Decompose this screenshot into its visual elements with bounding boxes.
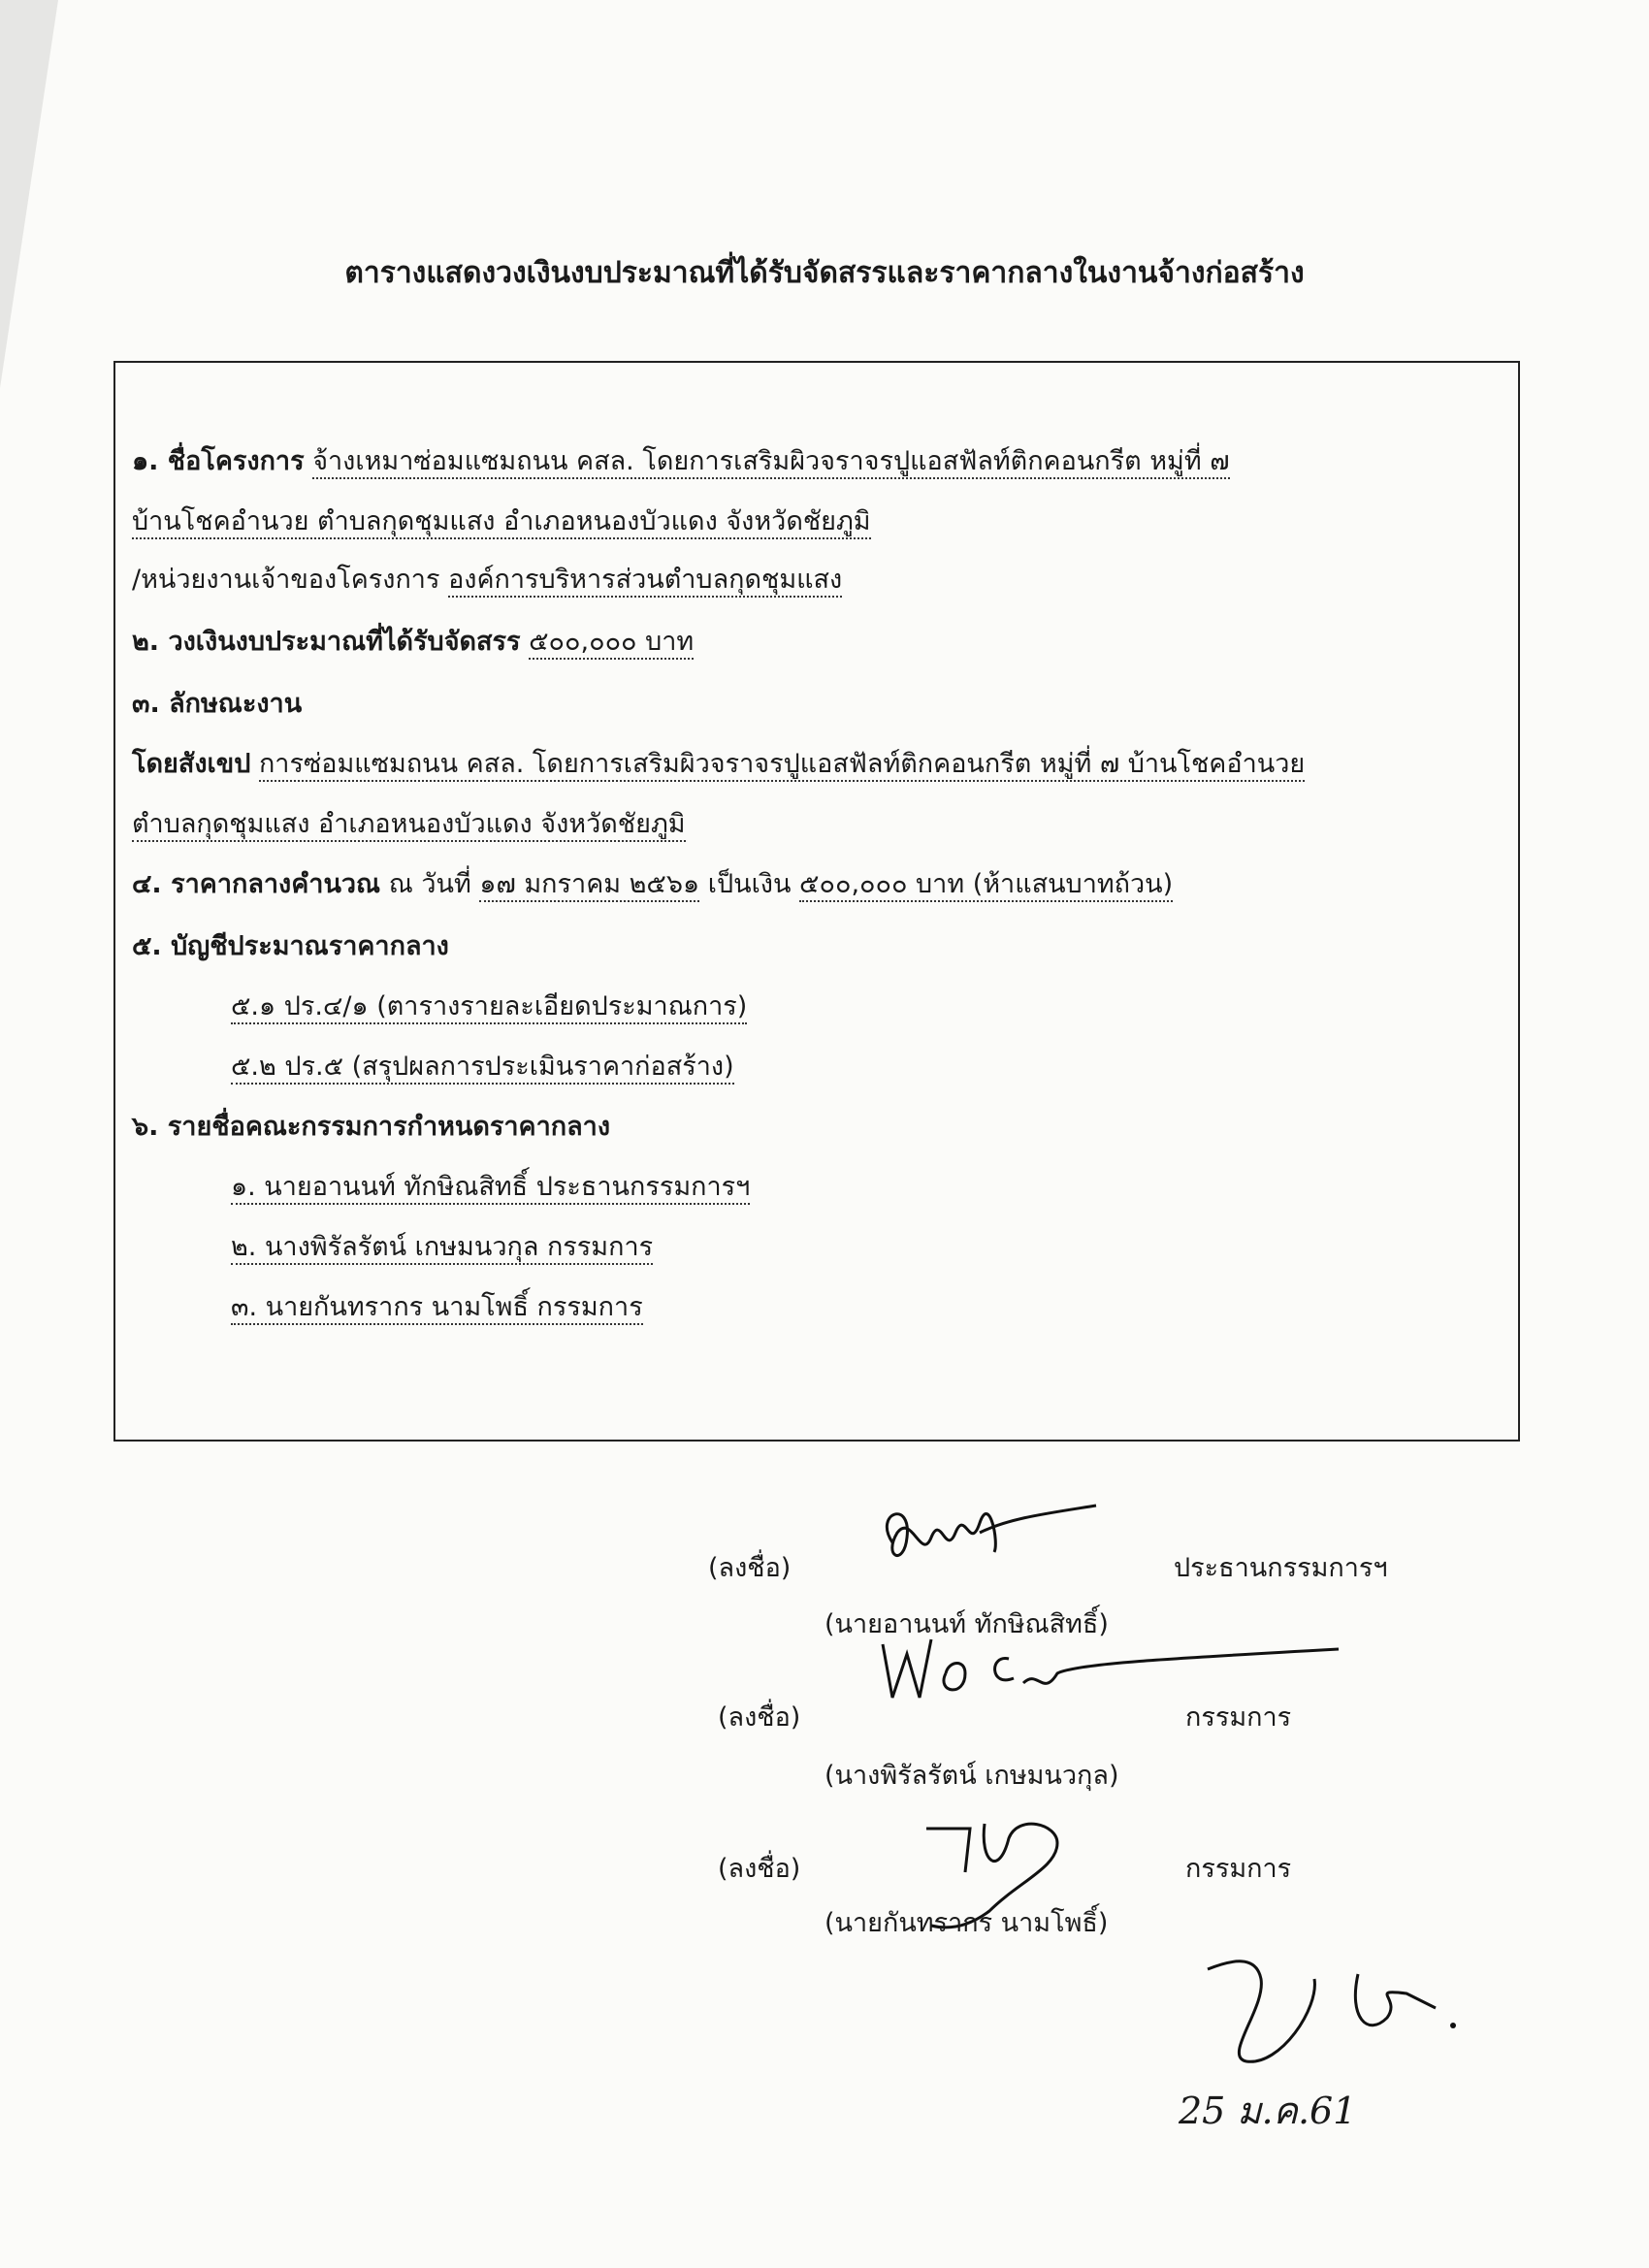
project-name-label: ๑. ชื่อโครงการ: [132, 446, 305, 476]
committee-member-text: ๒. นางพิรัลรัตน์ เกษมนวกุล กรรมการ: [231, 1232, 653, 1265]
committee-label: ๖. รายชื่อคณะกรรมการกำหนดราคากลาง: [132, 1112, 611, 1142]
summary-value-2: ตำบลกุดชุมแสง อำเภอหนองบัวแดง จังหวัดชัยภูมิ: [132, 809, 686, 842]
median-price-amount: ๕๐๐,๐๐๐ บาท (ห้าแสนบาทถ้วน): [799, 869, 1173, 902]
median-price-label: ๔. ราคากลางคำนวณ: [132, 869, 381, 899]
sign-role-1: ประธานกรรมการฯ: [1174, 1553, 1388, 1583]
median-price-line: [132, 867, 1173, 902]
price-list-item: [231, 989, 747, 1024]
committee-member: [231, 1170, 750, 1205]
signer-name-3: (นายกันทรากร นามโพธิ์): [824, 1908, 1109, 1938]
sign-role-3: กรรมการ: [1185, 1854, 1292, 1884]
committee-member: [231, 1290, 643, 1325]
median-price-date-prefix: ณ วันที่: [388, 869, 471, 899]
committee-member: [231, 1230, 653, 1265]
summary-value-1: การซ่อมแซมถนน คสล. โดยการเสริมผิวจราจรปูแอสฟัลท์ติกคอนกรีต หมู่ที่ ๗ บ้านโชคอำนวย: [259, 749, 1305, 782]
project-name-value-1: จ้างเหมาซ่อมแซมถนน คสล. โดยการเสริมผิวจราจรปูแอสฟัลท์ติกคอนกรีต หมู่ที่ ๗: [312, 446, 1229, 479]
sign-label-2: (ลงชื่อ): [718, 1702, 801, 1733]
committee-member-text: ๑. นายอานนท์ ทักษิณสิทธิ์ ประธานกรรมการฯ: [231, 1172, 750, 1205]
budget-amount: ๕๐๐,๐๐๐ บาท: [529, 627, 694, 660]
summary-line-2: [132, 807, 686, 842]
project-owner-value: องค์การบริหารส่วนตำบลกุดชุมแสง: [448, 565, 842, 598]
committee-member-text: ๓. นายกันทรากร นามโพธิ์ กรรมการ: [231, 1292, 643, 1325]
project-name-line-2: [132, 504, 871, 539]
signer-name-1: (นายอานนท์ ทักษิณสิทธิ์): [824, 1609, 1109, 1639]
project-owner-label: /หน่วยงานเจ้าของโครงการ: [132, 565, 440, 595]
signer-name-2: (นางพิรัลรัตน์ เกษมนวกุล): [824, 1761, 1119, 1791]
project-name-line: [132, 444, 1230, 479]
handwritten-date: 25 ม.ค.61: [1179, 2090, 1357, 2132]
document-title: ตารางแสดงวงเงินงบประมาณที่ได้รับจัดสรรและราคากลางในงานจ้างก่อสร้าง: [344, 256, 1305, 290]
price-list-item: [231, 1050, 734, 1085]
summary-label: โดยสังเขป: [132, 749, 251, 779]
median-price-date: ๑๗ มกราคม ๒๕๖๑: [479, 869, 699, 902]
price-list-item-text: ๕.๒ ปร.๕ (สรุปผลการประเมินราคาก่อสร้าง): [231, 1052, 734, 1085]
median-price-amount-prefix: เป็นเงิน: [707, 869, 792, 899]
sign-label-1: (ลงชื่อ): [708, 1553, 792, 1583]
work-type-label: ๓. ลักษณะงาน: [132, 689, 303, 719]
budget-label: ๒. วงเงินงบประมาณที่ได้รับจัดสรร: [132, 627, 521, 657]
page-corner-fold: [0, 0, 58, 388]
approval-signature-image: [1203, 1950, 1465, 2076]
sign-label-3: (ลงชื่อ): [718, 1854, 801, 1884]
signature-1-image: [854, 1484, 1135, 1591]
budget-line: [132, 625, 694, 660]
sign-role-2: กรรมการ: [1185, 1702, 1292, 1733]
price-list-item-text: ๕.๑ ปร.๔/๑ (ตารางรายละเอียดประมาณการ): [231, 991, 747, 1024]
project-name-value-2: บ้านโชคอำนวย ตำบลกุดชุมแสง อำเภอหนองบัวแดง จังหวัดชัยภูมิ: [132, 506, 871, 539]
project-owner-line: [132, 563, 842, 598]
summary-line: [132, 747, 1305, 782]
price-list-label: ๕. บัญชีประมาณราคากลาง: [132, 931, 449, 961]
